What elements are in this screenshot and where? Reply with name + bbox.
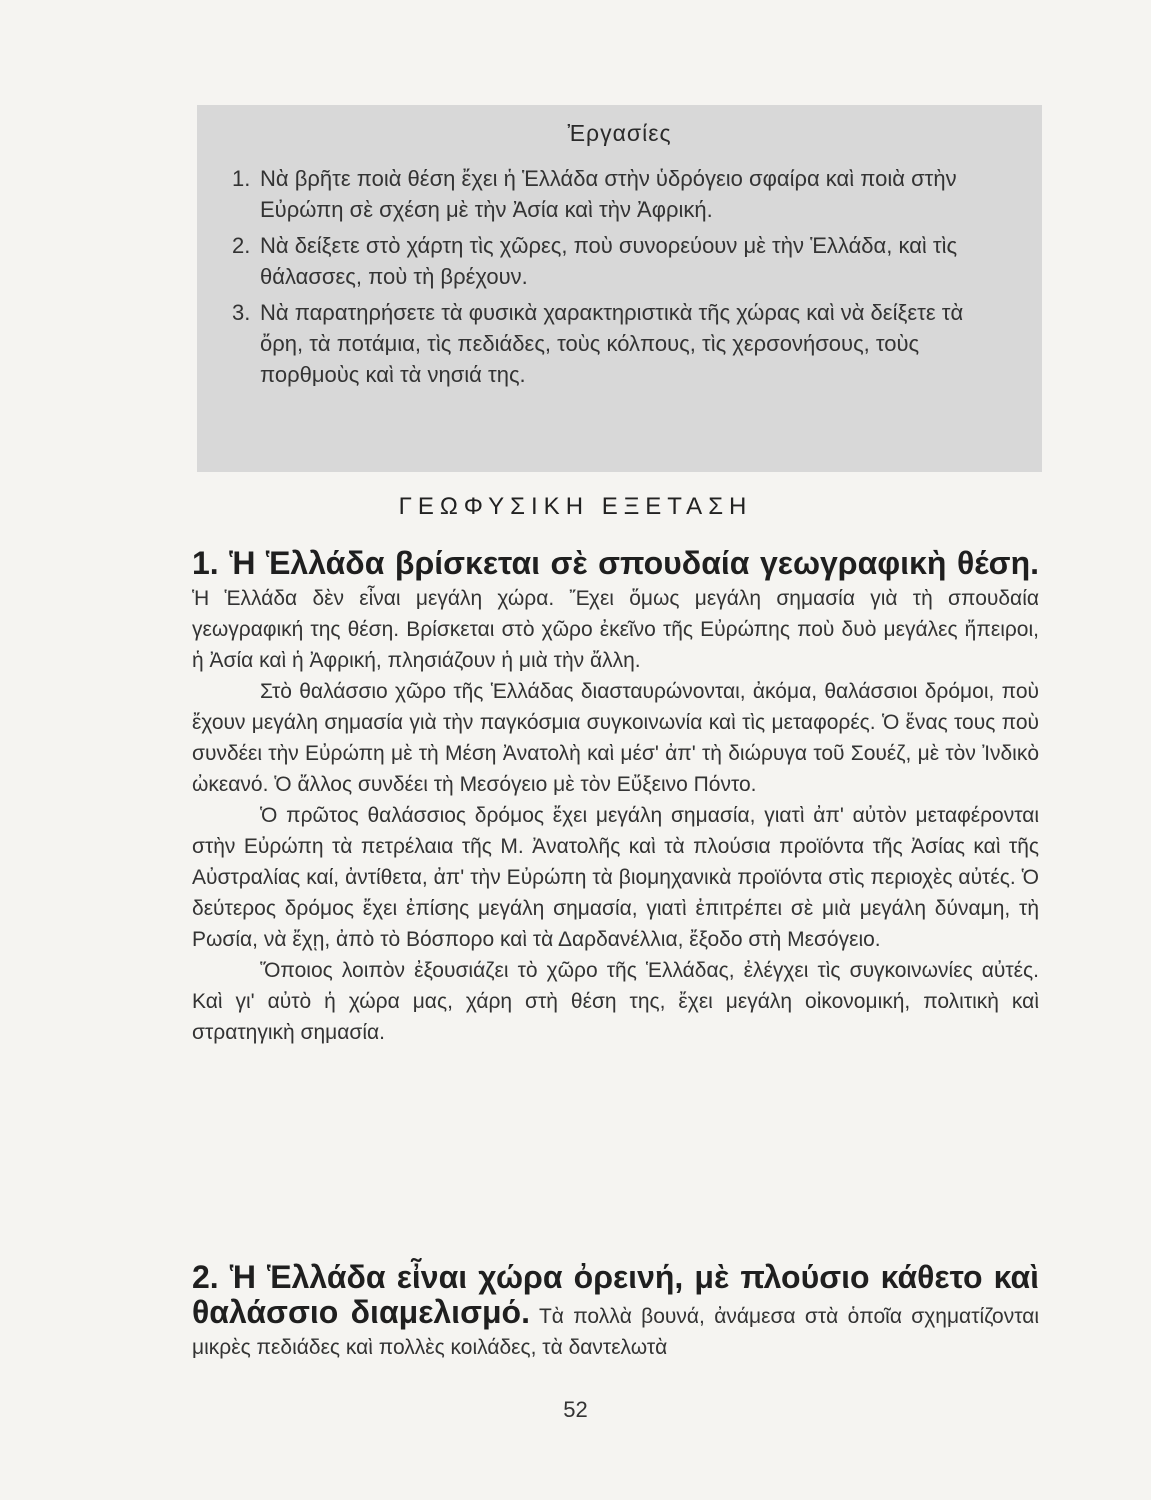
section-2-paragraph-1: [192, 1259, 1039, 1363]
exercise-text: Νὰ βρῆτε ποιὰ θέση ἔχει ἡ Ἑλλάδα στὴν ὑδρόγειο σφαίρα καὶ ποιὰ στὴν Εὐρώπη σὲ σχέση μὲ τὴν Ἀσία καὶ τὴν Ἀφρική.: [260, 166, 957, 222]
exercise-text: Νὰ δείξετε στὸ χάρτη τὶς χῶρες, ποὺ συνορεύουν μὲ τὴν Ἑλλάδα, καὶ τὶς θάλασσες, ποὺ τὴ βρέχουν.: [260, 233, 958, 289]
exercise-number: 2.: [232, 233, 251, 258]
section-1-paragraph-4: Ὅποιος λοιπὸν ἐξουσιάζει τὸ χῶρο τῆς Ἑλλάδας, ἐλέγχει τὶς συγκοινωνίες αὐτές. Καὶ γι' αὐτὸ ἡ χώρα μας, χάρη στὴ θέση της, ἔχει μεγάλη οἰκονομική, πολιτικὴ καὶ στρατηγικὴ σημασία.: [192, 959, 1039, 1044]
section-1-paragraph-2: Στὸ θαλάσσιο χῶρο τῆς Ἑλλάδας διασταυρώνονται, ἀκόμα, θαλάσσιοι δρόμοι, ποὺ ἔχουν μεγάλη σημασία γιὰ τὴν παγκόσμια συγκοινωνία καὶ τὶς μεταφορές. Ὁ ἕνας τους ποὺ συνδέει τὴν Εὐρώπη μὲ τὴ Μέση Ἀνατολὴ καὶ μέσ' ἀπ' τὴ διώρυγα τοῦ Σουέζ, μὲ τὸν Ἰνδικὸ ὠκεανό. Ὁ ἄλλος συνδέει τὴ Μεσόγειο μὲ τὸν Εὔξεινο Πόντο.: [192, 680, 1039, 796]
page-number: 52: [563, 1397, 588, 1422]
exercise-item: [232, 297, 980, 390]
exercise-number: 1.: [232, 166, 251, 191]
exercises-title: Ἐργασίες: [567, 120, 672, 146]
exercise-item: [232, 163, 980, 225]
exercise-number: 3.: [232, 300, 251, 325]
section-1: [192, 545, 1039, 1048]
exercises-list: [232, 163, 980, 395]
section-2-heading: 2. Ἡ Ἑλλάδα εἶναι χώρα ὀρεινή, μὲ πλούσιο κάθετο καὶ θαλάσσιο διαμελισμό.: [192, 1259, 1039, 1330]
exercises-box: [197, 105, 1042, 472]
section-1-paragraph-1: [192, 545, 1039, 676]
section-2: [192, 1259, 1039, 1363]
exercise-text: Νὰ παρατηρήσετε τὰ φυσικὰ χαρακτηριστικὰ τῆς χώρας καὶ νὰ δείξετε τὰ ὄρη, τὰ ποτάμια, τὶς πεδιάδες, τοὺς κόλπους, τὶς χερσονήσους, τοὺς πορθμοὺς καὶ τὰ νησιά της.: [260, 300, 964, 387]
section-1-heading: 1. Ἡ Ἑλλάδα βρίσκεται σὲ σπουδαία γεωγραφικὴ θέση.: [192, 545, 1039, 581]
section-1-paragraph-3: Ὁ πρῶτος θαλάσσιος δρόμος ἔχει μεγάλη σημασία, γιατὶ ἀπ' αὐτὸν μεταφέρονται στὴν Εὐρώπη τὰ πετρέλαια τῆς Μ. Ἀνατολῆς καὶ τὰ πλούσια προϊόντα τῆς Ἀσίας καὶ τῆς Αὐστραλίας καί, ἀντίθετα, ἀπ' τὴν Εὐρώπη τὰ βιομηχανικὰ προϊόντα στὶς περιοχὲς αὐτές. Ὁ δεύτερος δρόμος ἔχει ἐπίσης μεγάλη σημασία, γιατὶ ἐπιτρέπει σὲ μιὰ μεγάλη δύναμη, τὴ Ρωσία, νὰ ἔχῃ, ἀπὸ τὸ Βόσπορο καὶ τὰ Δαρδανέλλια, ἔξοδο στὴ Μεσόγειο.: [192, 804, 1039, 951]
section-2-text-1: Τὰ πολλὰ βουνά, ἀνάμεσα στὰ ὁποῖα σχηματίζονται μικρὲς πεδιάδες καὶ πολλὲς κοιλάδες, τὰ δαντελωτὰ: [192, 1305, 1039, 1359]
section-heading: ΓΕΩΦΥΣΙΚΗ ΕΞΕΤΑΣΗ: [398, 493, 753, 520]
section-1-text-1: Ἡ Ἑλλάδα δὲν εἶναι μεγάλη χώρα. Ἔχει ὅμως μεγάλη σημασία γιὰ τὴ σπουδαία γεωγραφική της θέση. Βρίσκεται στὸ χῶρο ἐκεῖνο τῆς Εὐρώπης ποὺ δυὸ μεγάλες ἤπειροι, ἡ Ἀσία καὶ ἡ Ἀφρική, πλησιάζουν ἡ μιὰ τὴν ἄλλη.: [192, 587, 1039, 672]
exercise-item: [232, 230, 980, 292]
